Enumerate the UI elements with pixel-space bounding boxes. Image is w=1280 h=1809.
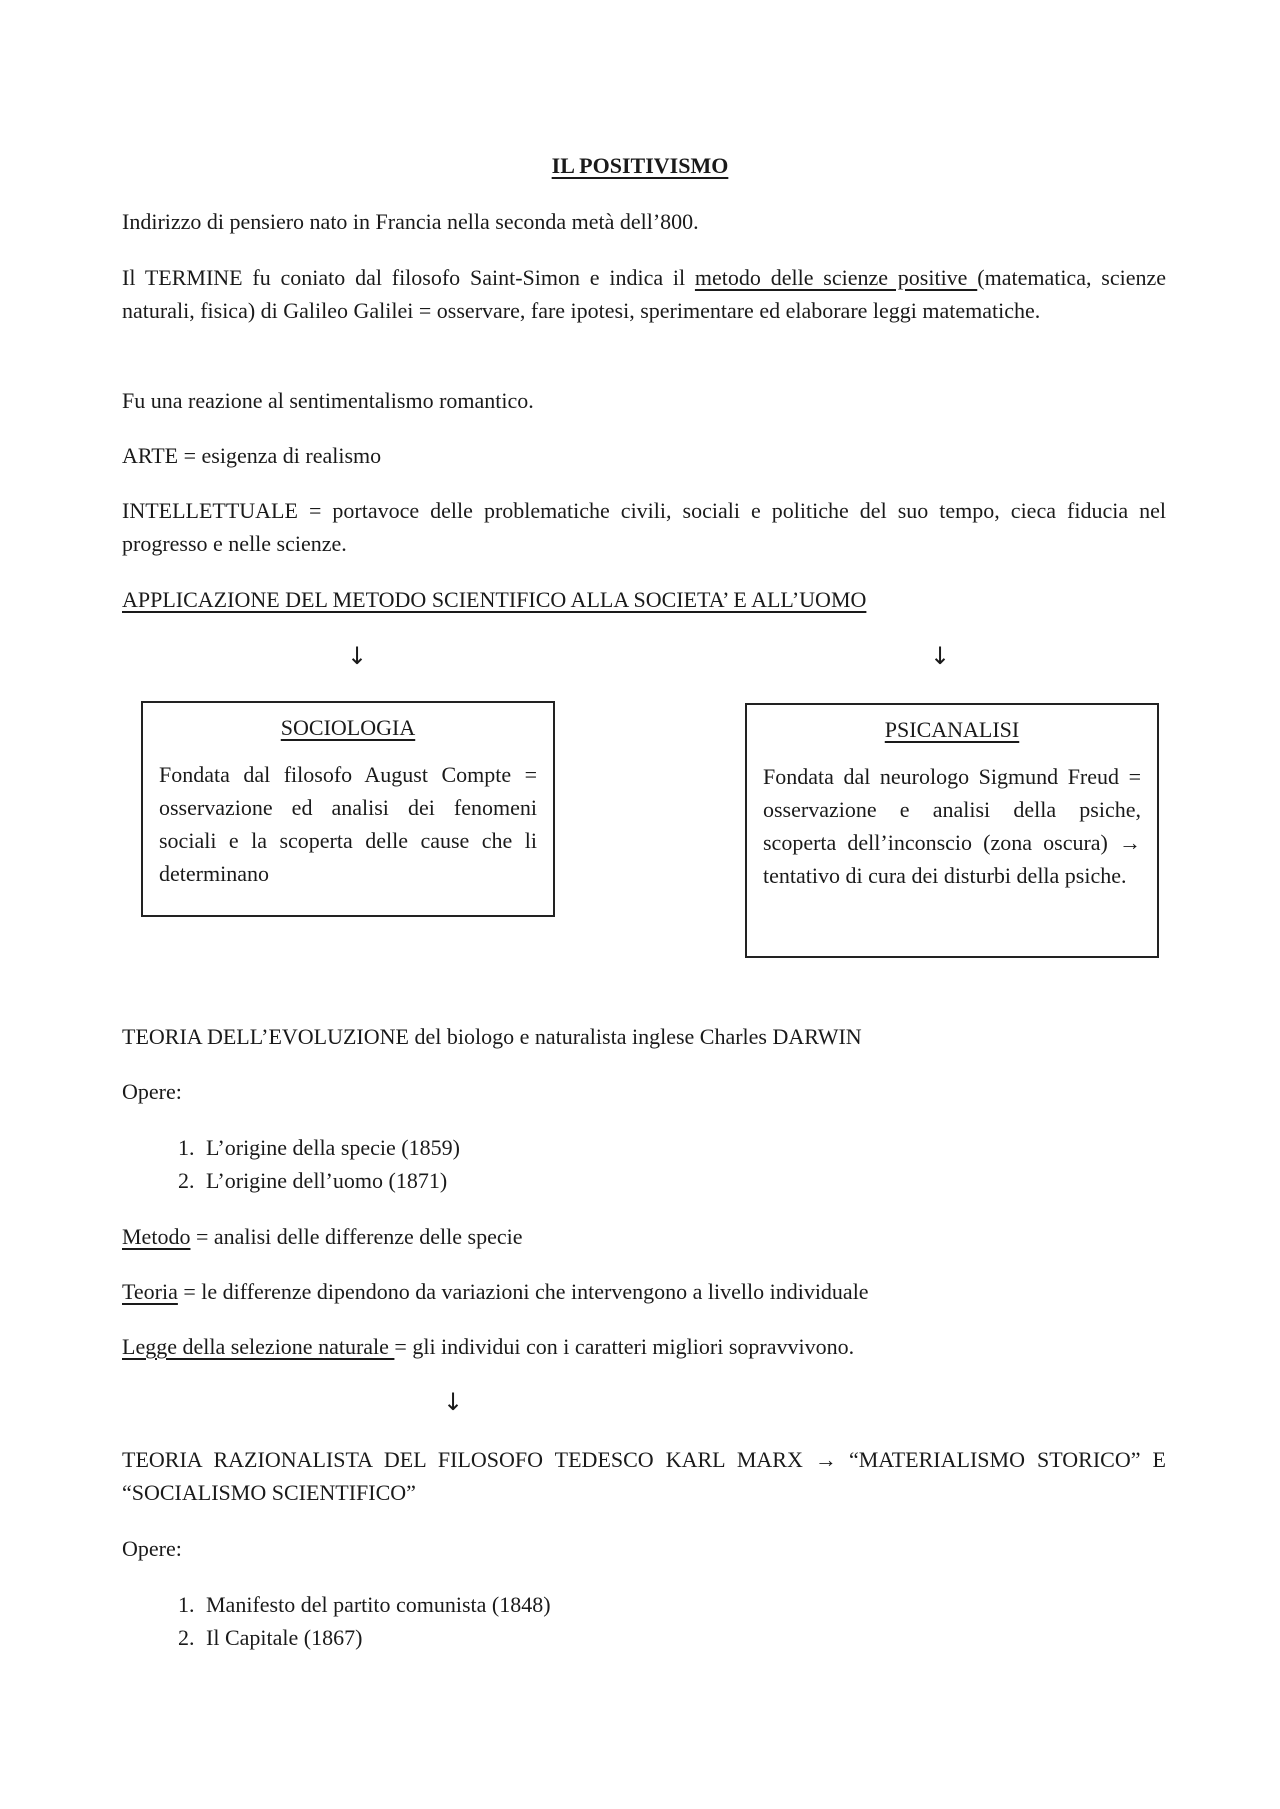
page-title: IL POSITIVISMO [551, 153, 729, 178]
psicanalisi-title: PSICANALISI [884, 717, 1020, 742]
sociologia-box [141, 701, 555, 917]
intellectual-paragraph: INTELLETTUALE = portavoce delle problematiche civili, sociali e politiche del suo tempo, cieca fiducia nel progresso e nelle scienze. [122, 498, 1166, 556]
darwin-theory-line [122, 1275, 1166, 1308]
darwin-heading [122, 1020, 1166, 1053]
darwin-works-list [122, 1131, 1244, 1197]
arrow-down-center-icon: ↓ [443, 1388, 464, 1416]
application-heading: APPLICAZIONE DEL METODO SCIENTIFICO ALLA SOCIETA’ E ALL’UOMO [122, 587, 867, 612]
intro-paragraph-1: Indirizzo di pensiero nato in Francia nella seconda metà dell’800. [122, 209, 699, 234]
theory-text: = le differenze dipendono da variazioni che intervengono a livello individuale [177, 1279, 869, 1304]
psicanalisi-box [745, 703, 1159, 958]
darwin-heading-rest: del biologo e naturalista inglese Charles DARWIN [408, 1024, 862, 1049]
list-item: 2. L’origine dell’uomo (1871) [200, 1164, 1244, 1197]
list-item: 1. L’origine della specie (1859) [200, 1131, 1244, 1164]
arrow-down-left-icon: ↓ [347, 642, 368, 670]
list-item: 1. Manifesto del partito comunista (1848) [200, 1588, 1244, 1621]
list-item: 2. Il Capitale (1867) [200, 1621, 1244, 1654]
arrow-down-right-icon: ↓ [930, 642, 951, 670]
natural-selection-label: Legge della selezione naturale [122, 1334, 395, 1359]
positive-sciences-method: metodo delle scienze positive [694, 265, 978, 290]
intro-paragraph-2 [122, 261, 1166, 327]
psicanalisi-text: Fondata dal neurologo Sigmund Freud = osservazione e analisi della psiche, scoperta dell’inconscio (zona oscura) → tentativo di cura dei disturbi della psiche. [763, 764, 1141, 888]
evolution-theory-label: TEORIA DELL’EVOLUZIONE [122, 1024, 409, 1049]
sociologia-title: SOCIOLOGIA [280, 715, 416, 740]
marx-heading: TEORIA RAZIONALISTA DEL FILOSOFO TEDESCO KARL MARX → “MATERIALISMO STORICO” E “SOCIALISMO SCIENTIFICO” [122, 1447, 1166, 1505]
darwin-method-line [122, 1220, 1166, 1253]
theory-label: Teoria [122, 1279, 178, 1304]
art-line: ARTE = esigenza di realismo [122, 443, 382, 468]
method-text: = analisi delle differenze delle specie [190, 1224, 523, 1249]
sociologia-text: Fondata dal filosofo August Compte = osservazione ed analisi dei fenomeni sociali e la scoperta delle cause che li determinano [159, 762, 537, 886]
marx-works-label: Opere: [122, 1536, 182, 1561]
darwin-works-label: Opere: [122, 1079, 182, 1104]
natural-selection-line [122, 1330, 1166, 1363]
natural-selection-text: = gli individui con i caratteri migliori sopravvivono. [394, 1334, 855, 1359]
marx-works-list [122, 1588, 1244, 1654]
method-label: Metodo [122, 1224, 191, 1249]
intro-paragraph-3: Fu una reazione al sentimentalismo romantico. [122, 388, 534, 413]
term-text: Il TERMINE fu coniato dal filosofo Saint-Simon e indica il [122, 265, 695, 290]
term-text-rest: (matematica, scienze naturali, fisica) di Galileo Galilei = osservare, fare ipotesi, sperimentare ed elaborare leggi matematiche. [122, 265, 1166, 323]
